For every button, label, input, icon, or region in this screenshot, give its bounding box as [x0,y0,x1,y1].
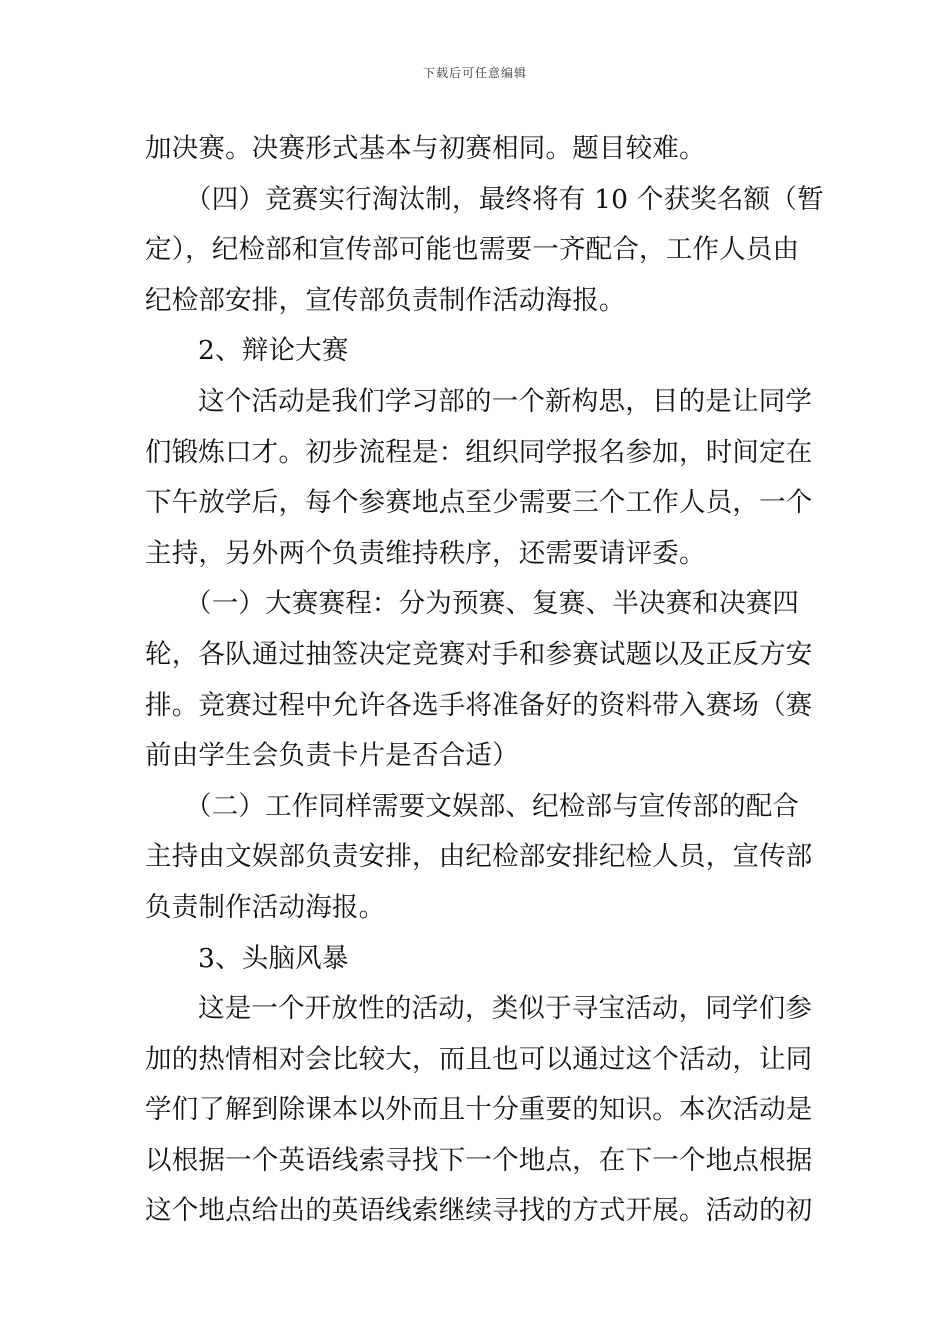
text-line: 下午放学后，每个参赛地点至少需要三个工作人员，一个 [145,487,813,519]
section-heading: 2、辩论大赛 [198,335,349,367]
text-line: 轮，各队通过抽签决定竞赛对手和参赛试题以及正反方安 [145,638,813,670]
page-header: 下载后可任意编辑 [422,66,527,80]
body-text [145,124,824,1237]
section-heading: 3、头脑风暴 [198,942,349,974]
text-line: 加的热情相对会比较大，而且也可以通过这个活动，让同 [145,1043,813,1075]
text-line: 这是一个开放性的活动，类似于寻宝活动，同学们参 [198,993,813,1025]
text-line: 前由学生会负责卡片是否合适） [145,740,519,772]
text-line: 学们了解到除课本以外而且十分重要的知识。本次活动是 [145,1094,813,1126]
text-line: 负责制作活动海报。 [145,891,386,923]
text-line: 定），纪检部和宣传部可能也需要一齐配合，工作人员由 [145,234,800,266]
text-line: 纪检部安排，宣传部负责制作活动海报。 [145,284,626,316]
text-line: （一）大赛赛程：分为预赛、复赛、半决赛和决赛四 [185,588,800,620]
text-line: 排。竞赛过程中允许各选手将准备好的资料带入赛场（赛 [145,689,813,721]
text-line: 以根据一个英语线索寻找下一个地点，在下一个地点根据 [145,1144,813,1176]
text-line: （四）竞赛实行淘汰制，最终将有 10 个获奖名额（暂 [185,183,824,215]
text-line: 主持由文娱部负责安排，由纪检部安排纪检人员，宣传部 [145,841,813,873]
text-line: 这个活动是我们学习部的一个新构思，目的是让同学 [198,385,813,417]
text-line: 们锻炼口才。初步流程是：组织同学报名参加，时间定在 [145,436,813,468]
text-line: 这个地点给出的英语线索继续寻找的方式开展。活动的初 [145,1195,813,1227]
text-line: 加决赛。决赛形式基本与初赛相同。题目较难。 [145,133,706,164]
text-line: 主持，另外两个负责维持秩序，还需要请评委。 [145,537,706,569]
text-line: （二）工作同样需要文娱部、纪检部与宣传部的配合 [185,790,800,822]
